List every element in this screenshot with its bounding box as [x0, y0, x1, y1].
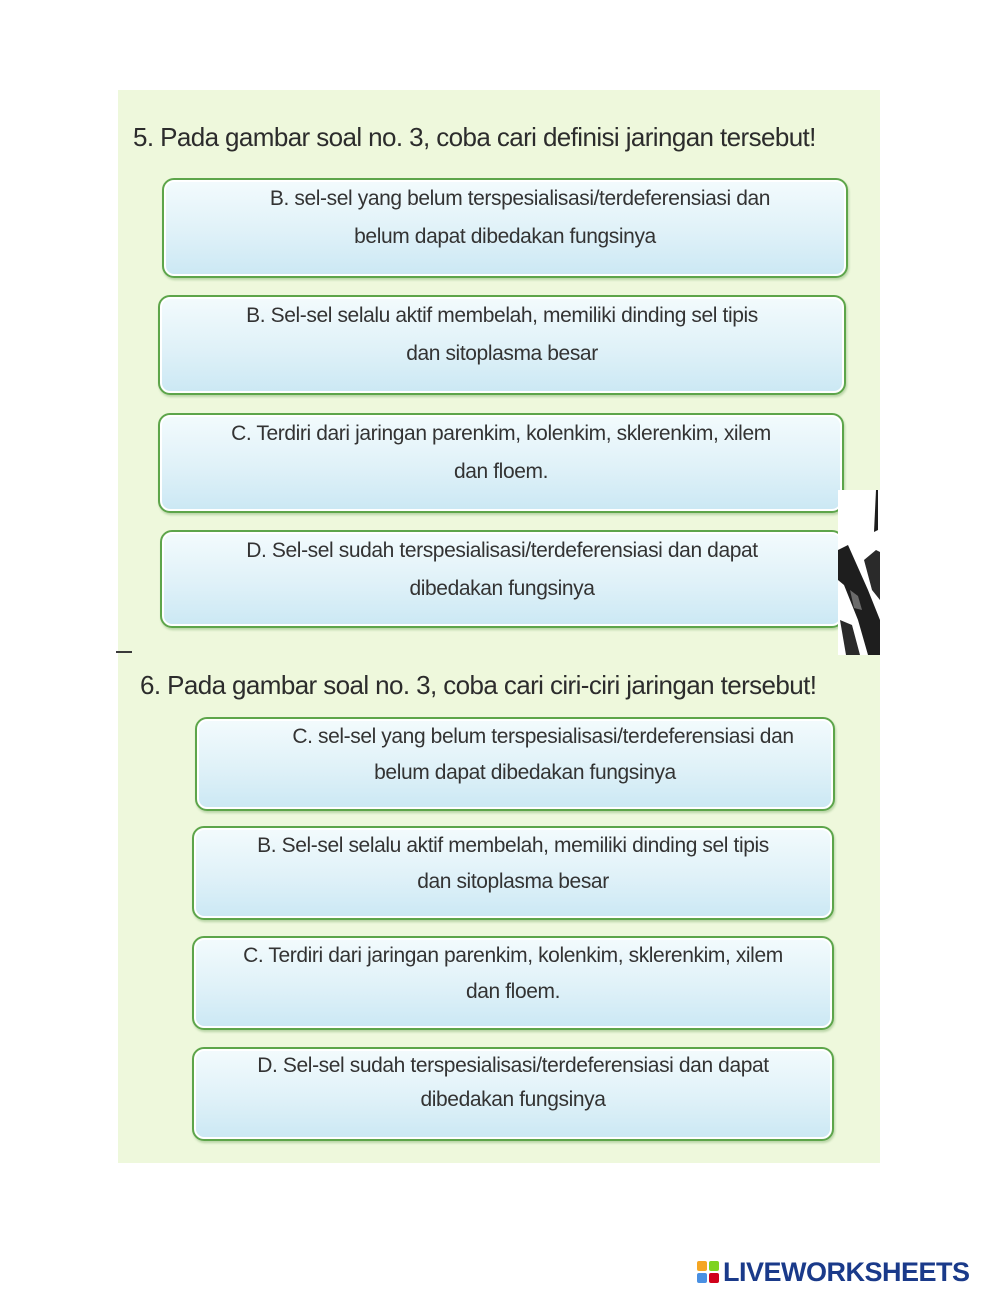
- option-text-line: dan floem.: [465, 980, 561, 1003]
- logo-text: LIVEWORKSHEETS: [723, 1256, 970, 1287]
- option-text-line: B. sel-sel yang belum terspesialisasi/terdeferensiasi dan: [269, 187, 771, 210]
- stray-dash-mark: [116, 651, 132, 653]
- logo-square-icon: [697, 1273, 707, 1283]
- option-text-line: dibedakan fungsinya: [409, 577, 595, 600]
- option-text-line: B. Sel-sel selalu aktif membelah, memiliki dinding sel tipis: [246, 304, 758, 327]
- option-text-line: belum dapat dibedakan fungsinya: [354, 225, 656, 248]
- question-6-option-3[interactable]: [192, 936, 834, 1030]
- logo-grid-icon: [697, 1261, 719, 1283]
- option-text-line: dan sitoplasma besar: [406, 342, 598, 365]
- question-6-option-2[interactable]: [192, 826, 834, 920]
- question-6-title: 6. Pada gambar soal no. 3, coba cari ciri-ciri jaringan tersebut!: [140, 670, 817, 700]
- question-5-option-2[interactable]: [158, 295, 846, 395]
- logo-square-icon: [709, 1261, 719, 1271]
- question-6-option-4[interactable]: [192, 1047, 834, 1141]
- option-text-line: C. sel-sel yang belum terspesialisasi/terdeferensiasi dan: [292, 725, 794, 748]
- question-5-option-1[interactable]: [162, 178, 848, 278]
- option-text-line: dan floem.: [453, 460, 549, 483]
- logo-square-icon: [697, 1261, 707, 1271]
- question-5-option-4[interactable]: [160, 530, 844, 628]
- option-text-line: dan sitoplasma besar: [417, 870, 609, 893]
- option-text-line: D. Sel-sel sudah terspesialisasi/terdeferensiasi dan dapat: [246, 539, 758, 562]
- option-text-line: C. Terdiri dari jaringan parenkim, kolenkim, sklerenkim, xilem: [231, 422, 771, 445]
- liveworksheets-logo: [697, 1255, 970, 1289]
- option-text-line: dibedakan fungsinya: [420, 1088, 606, 1111]
- option-text-line: C. Terdiri dari jaringan parenkim, kolenkim, sklerenkim, xilem: [243, 944, 783, 967]
- worksheet-panel: [118, 90, 880, 1163]
- question-5-option-3[interactable]: [158, 413, 844, 513]
- question-6-option-1[interactable]: [195, 717, 835, 811]
- option-text-line: belum dapat dibedakan fungsinya: [374, 761, 676, 784]
- cropped-image-fragment: [838, 490, 880, 655]
- logo-square-icon: [709, 1273, 719, 1283]
- question-5-title: 5. Pada gambar soal no. 3, coba cari definisi jaringan tersebut!: [133, 122, 816, 152]
- option-text-line: B. Sel-sel selalu aktif membelah, memiliki dinding sel tipis: [257, 834, 769, 857]
- option-text-line: D. Sel-sel sudah terspesialisasi/terdeferensiasi dan dapat: [257, 1054, 769, 1077]
